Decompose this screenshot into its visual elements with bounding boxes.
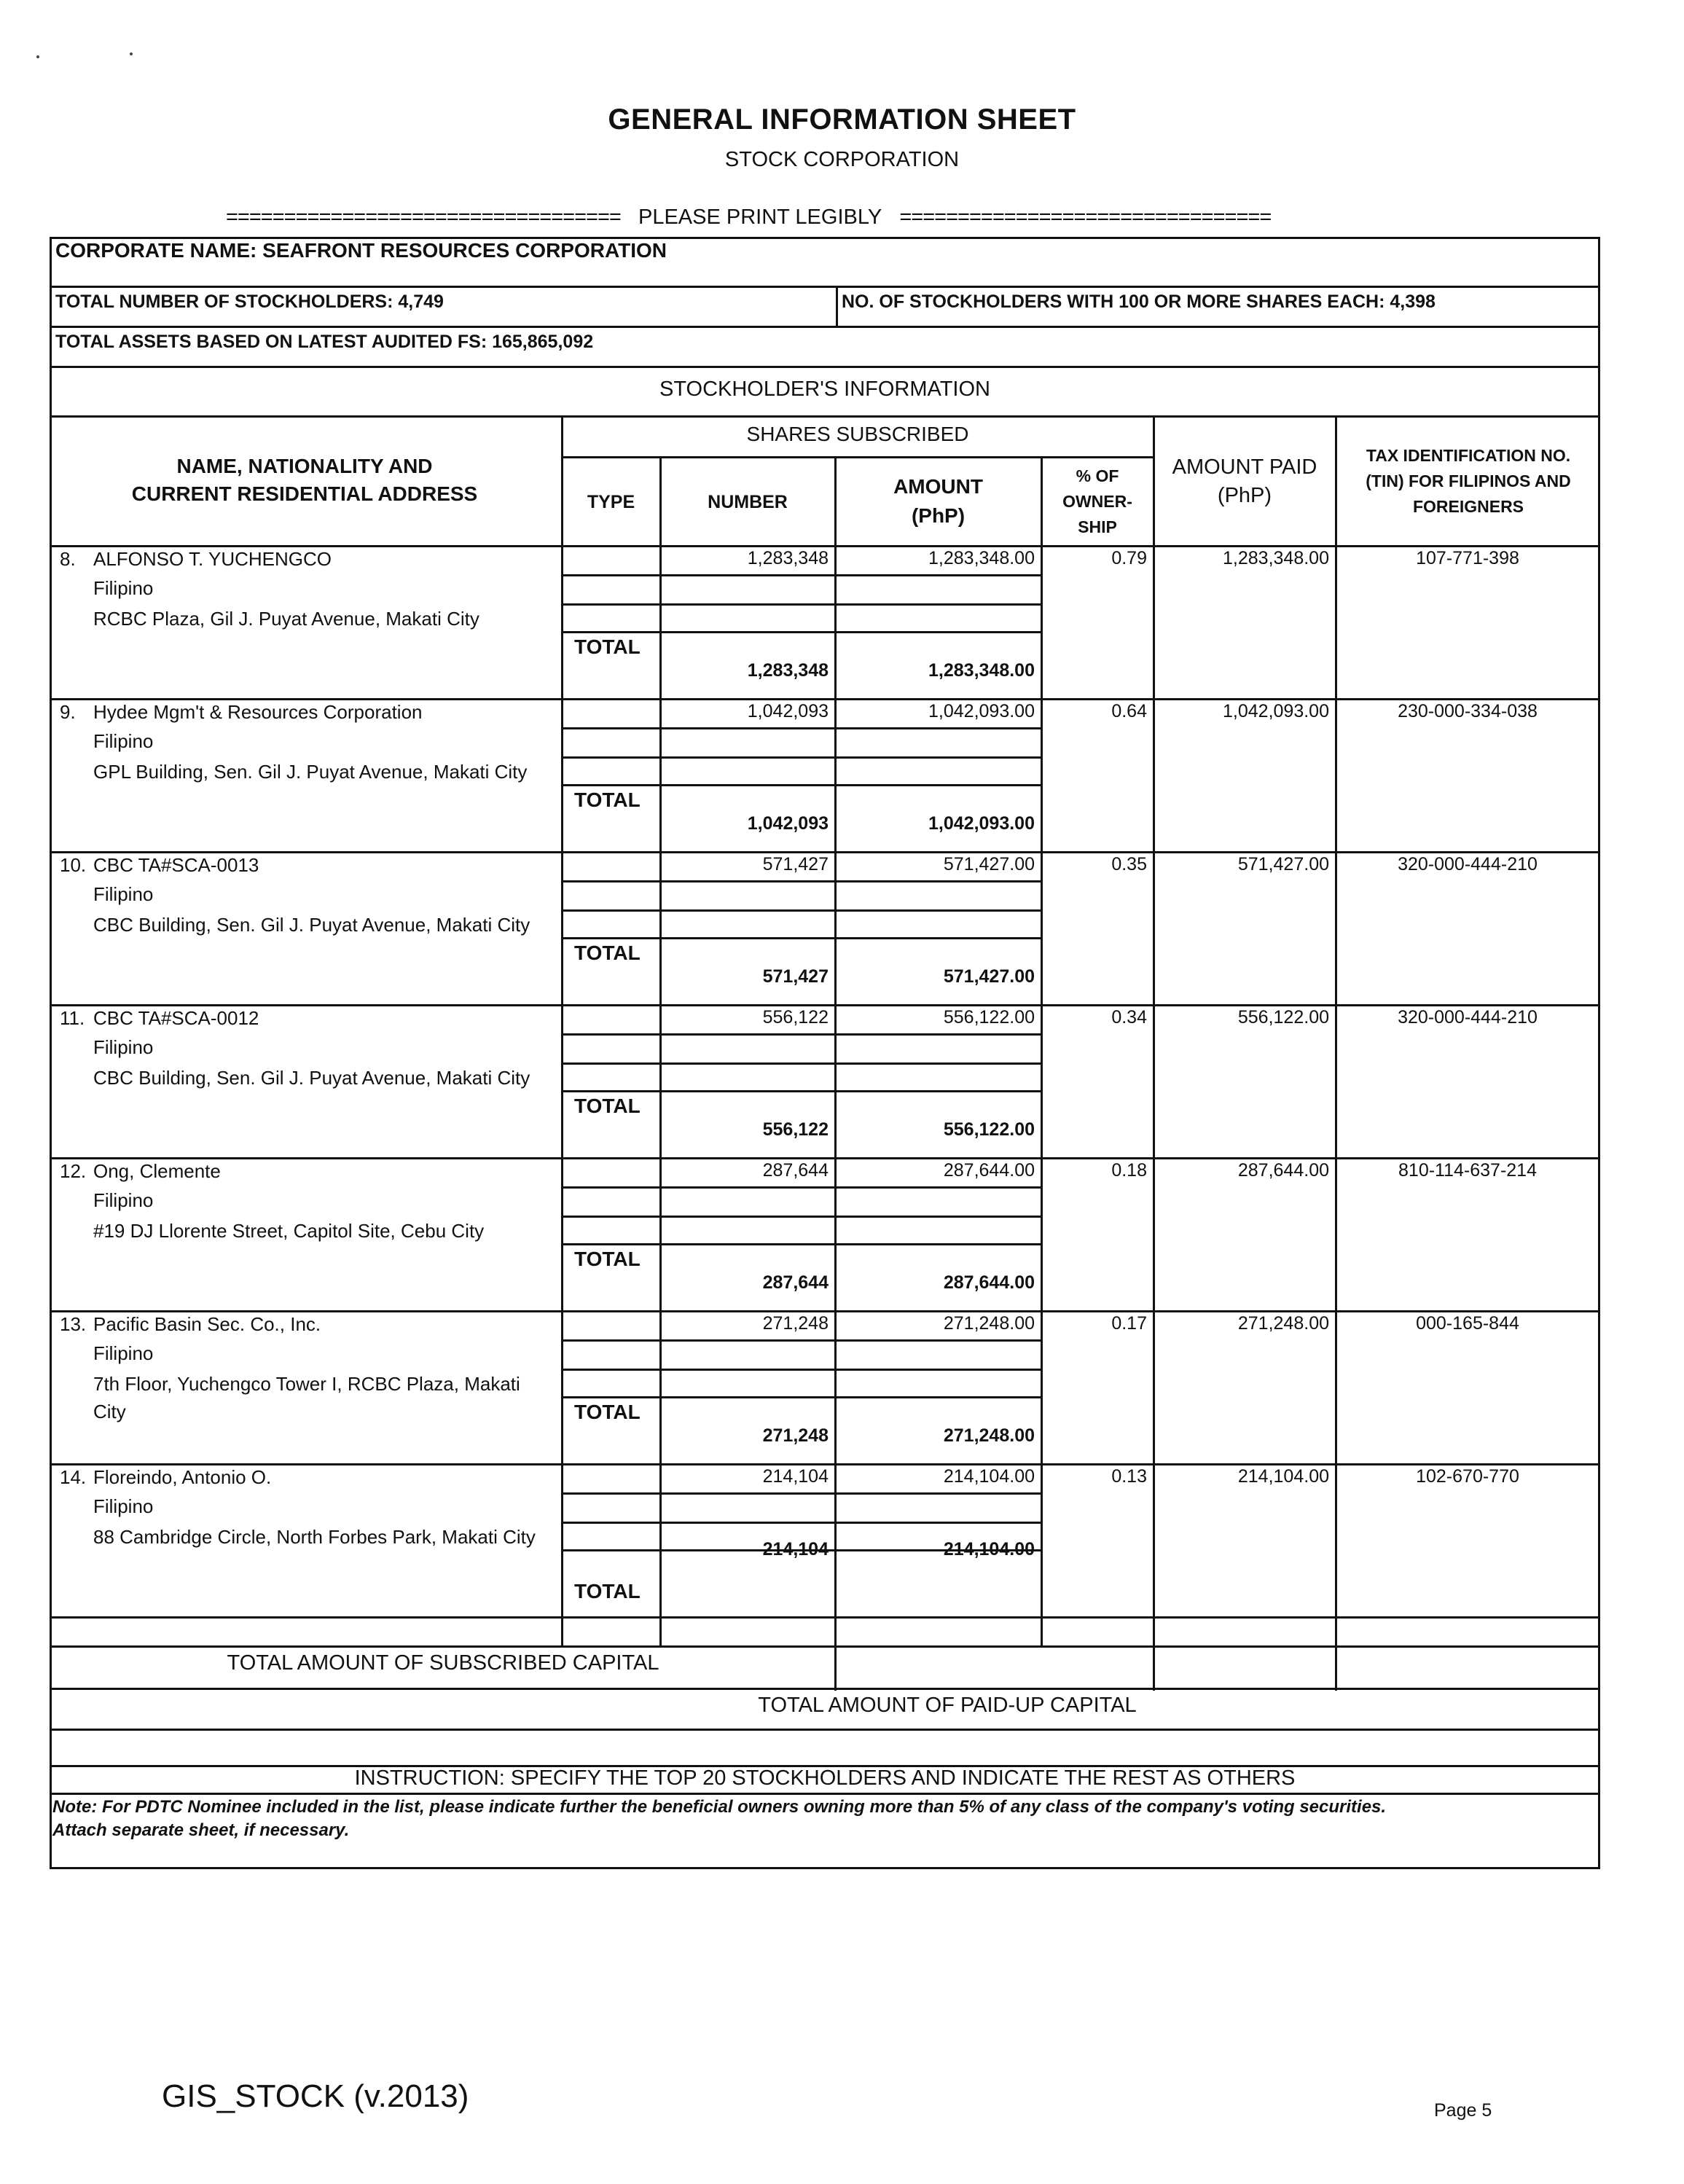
stockholder-name: CBC TA#SCA-0013 <box>93 854 259 876</box>
shares-subscribed-header: SHARES SUBSCRIBED <box>746 423 969 445</box>
divider <box>561 456 1155 458</box>
stockholder-address: CBC Building, Sen. Gil J. Puyat Avenue, Makati City <box>93 914 530 936</box>
total-amount: 556,122.00 <box>943 1119 1035 1140</box>
divider <box>561 784 1041 786</box>
total-number: 287,644 <box>762 1272 829 1293</box>
equals-rule-right: ================================ <box>899 206 1272 229</box>
stockholder-nationality: Filipino <box>93 730 154 752</box>
row-divider <box>50 698 1600 700</box>
total-assets: TOTAL ASSETS BASED ON LATEST AUDITED FS: 165,865,092 <box>55 332 594 352</box>
tin-number: 107-771-398 <box>1416 548 1519 568</box>
total-number: 271,248 <box>762 1425 829 1446</box>
divider <box>561 909 1041 912</box>
row-divider <box>50 1616 1600 1619</box>
amount-paid: 287,644.00 <box>1237 1160 1329 1181</box>
col-header-pct-2: OWNER- <box>1062 492 1132 511</box>
ownership-pct: 0.17 <box>1111 1313 1147 1334</box>
col-header-pct-3: SHIP <box>1078 517 1117 536</box>
divider <box>561 1243 1041 1245</box>
col-header-tin-3: FOREIGNERS <box>1412 497 1524 516</box>
page-number: Page 5 <box>1434 2100 1492 2121</box>
divider <box>561 574 1041 576</box>
page-title: GENERAL INFORMATION SHEET <box>608 103 1076 136</box>
tin-number: 000-165-844 <box>1416 1313 1519 1334</box>
share-amount: 1,283,348.00 <box>928 548 1035 568</box>
row-number: 13. <box>60 1313 87 1335</box>
stockholder-nationality: Filipino <box>93 1342 154 1364</box>
total-number: 571,427 <box>762 966 829 987</box>
divider <box>50 1645 1600 1648</box>
share-number: 214,104 <box>762 1466 829 1487</box>
total-stockholders: TOTAL NUMBER OF STOCKHOLDERS: 4,749 <box>55 291 444 312</box>
divider <box>1153 415 1155 1691</box>
ownership-pct: 0.35 <box>1111 854 1147 874</box>
stockholder-address: 88 Cambridge Circle, North Forbes Park, Makati City <box>93 1526 536 1548</box>
share-number: 571,427 <box>762 854 829 874</box>
stockholder-name: Pacific Basin Sec. Co., Inc. <box>93 1313 321 1335</box>
corporate-name: CORPORATE NAME: SEAFRONT RESOURCES CORPORATION <box>55 239 667 262</box>
col-header-pct-1: % OF <box>1076 466 1119 485</box>
divider <box>561 880 1041 882</box>
stockholder-name: CBC TA#SCA-0012 <box>93 1007 259 1029</box>
divider <box>561 1492 1041 1495</box>
stockholder-nationality: Filipino <box>93 577 154 599</box>
divider <box>561 937 1041 939</box>
total-amount: 1,283,348.00 <box>928 660 1035 681</box>
divider <box>561 1062 1041 1065</box>
col-header-name-2: CURRENT RESIDENTIAL ADDRESS <box>131 482 478 505</box>
divider <box>561 1090 1041 1092</box>
divider <box>561 756 1041 759</box>
total-number: 1,283,348 <box>747 660 829 681</box>
share-number: 1,042,093 <box>747 701 829 721</box>
total-amount: 287,644.00 <box>943 1272 1035 1293</box>
total-amount: 571,427.00 <box>943 966 1035 987</box>
ownership-pct: 0.13 <box>1111 1466 1147 1487</box>
total-amount: 1,042,093.00 <box>928 813 1035 834</box>
divider <box>561 631 1041 633</box>
amount-paid: 271,248.00 <box>1237 1313 1329 1334</box>
subscribed-capital-label: TOTAL AMOUNT OF SUBSCRIBED CAPITAL <box>227 1651 659 1675</box>
divider <box>50 1793 1600 1795</box>
form-id: GIS_STOCK (v.2013) <box>162 2078 469 2114</box>
equals-rule-left: ================================== <box>226 206 621 229</box>
page-subtitle: STOCK CORPORATION <box>724 148 960 171</box>
divider <box>561 1522 1041 1524</box>
total-label: TOTAL <box>574 1580 641 1602</box>
total-label: TOTAL <box>574 1095 641 1117</box>
scan-speck <box>130 52 133 55</box>
ownership-pct: 0.64 <box>1111 701 1147 721</box>
row-number: 14. <box>60 1466 87 1488</box>
col-header-paid-1: AMOUNT PAID <box>1172 455 1317 479</box>
row-divider <box>50 1004 1600 1006</box>
share-number: 287,644 <box>762 1160 829 1181</box>
row-divider <box>50 1157 1600 1159</box>
divider <box>1335 415 1337 1691</box>
divider <box>561 1033 1041 1036</box>
tin-number: 320-000-444-210 <box>1398 1007 1538 1028</box>
total-label: TOTAL <box>574 1401 641 1423</box>
stockholder-address-cont: City <box>93 1401 126 1422</box>
divider <box>50 286 1600 288</box>
tin-number: 102-670-770 <box>1416 1466 1519 1487</box>
stockholders-100-shares: NO. OF STOCKHOLDERS WITH 100 OR MORE SHARES EACH: 4,398 <box>842 291 1436 312</box>
col-header-type: TYPE <box>587 492 635 512</box>
stockholder-address: CBC Building, Sen. Gil J. Puyat Avenue, Makati City <box>93 1067 530 1089</box>
total-label: TOTAL <box>574 1248 641 1270</box>
share-number: 556,122 <box>762 1007 829 1028</box>
amount-paid: 556,122.00 <box>1237 1007 1329 1028</box>
divider <box>836 286 838 326</box>
share-amount: 556,122.00 <box>943 1007 1035 1028</box>
divider <box>50 545 1600 547</box>
total-amount: 271,248.00 <box>943 1425 1035 1446</box>
col-header-name-1: NAME, NATIONALITY AND <box>176 455 433 477</box>
col-header-tin-1: TAX IDENTIFICATION NO. <box>1366 446 1571 465</box>
divider <box>50 366 1600 368</box>
row-divider <box>50 851 1600 853</box>
divider <box>561 1186 1041 1189</box>
divider <box>561 1339 1041 1342</box>
row-number: 11. <box>60 1007 85 1029</box>
section-title: STOCKHOLDER'S INFORMATION <box>659 377 990 401</box>
total-label: TOTAL <box>574 942 641 964</box>
share-number: 271,248 <box>762 1313 829 1334</box>
amount-paid: 1,283,348.00 <box>1223 548 1329 568</box>
amount-paid: 571,427.00 <box>1237 854 1329 874</box>
amount-paid: 214,104.00 <box>1237 1466 1329 1487</box>
note-line-2: Attach separate sheet, if necessary. <box>52 1820 350 1840</box>
share-number: 1,283,348 <box>747 548 829 568</box>
divider <box>561 1396 1041 1398</box>
tin-number: 320-000-444-210 <box>1398 854 1538 874</box>
col-header-amount-2: (PhP) <box>911 504 966 527</box>
stockholder-nationality: Filipino <box>93 1189 154 1211</box>
row-divider <box>50 1310 1600 1312</box>
stockholder-nationality: Filipino <box>93 883 154 905</box>
row-divider <box>50 1463 1600 1465</box>
total-number: 214,104 <box>762 1539 829 1559</box>
stockholder-name: Hydee Mgm't & Resources Corporation <box>93 701 423 723</box>
share-amount: 571,427.00 <box>943 854 1035 874</box>
instruction: INSTRUCTION: SPECIFY THE TOP 20 STOCKHOLDERS AND INDICATE THE REST AS OTHERS <box>354 1766 1296 1790</box>
print-note: PLEASE PRINT LEGIBLY <box>638 206 882 229</box>
stockholder-name: Floreindo, Antonio O. <box>93 1466 272 1488</box>
row-number: 12. <box>60 1160 87 1182</box>
divider <box>50 326 1600 328</box>
print-legibly-banner <box>226 206 1443 230</box>
divider <box>561 603 1041 606</box>
divider <box>561 1369 1041 1371</box>
divider <box>50 1729 1600 1731</box>
stockholder-address: 7th Floor, Yuchengco Tower I, RCBC Plaza, Makati <box>93 1373 520 1395</box>
amount-paid: 1,042,093.00 <box>1223 701 1329 721</box>
col-header-amount-1: AMOUNT <box>893 475 983 498</box>
total-label: TOTAL <box>574 635 641 658</box>
stockholder-nationality: Filipino <box>93 1036 154 1058</box>
divider <box>561 1216 1041 1218</box>
stockholder-name: ALFONSO T. YUCHENGCO <box>93 548 332 570</box>
note-line-1: Note: For PDTC Nominee included in the list, please indicate further the beneficial owners owning more than 5% of any class of the company's voting securities. <box>52 1797 1387 1817</box>
tin-number: 810-114-637-214 <box>1398 1160 1537 1181</box>
ownership-pct: 0.18 <box>1111 1160 1147 1181</box>
total-number: 1,042,093 <box>747 813 829 834</box>
row-number: 8. <box>60 548 76 570</box>
divider <box>561 415 563 1647</box>
paidup-capital-label: TOTAL AMOUNT OF PAID-UP CAPITAL <box>758 1694 1137 1717</box>
total-amount: 214,104.00 <box>943 1539 1035 1559</box>
share-amount: 271,248.00 <box>943 1313 1035 1334</box>
share-amount: 1,042,093.00 <box>928 701 1035 721</box>
scan-speck <box>36 55 39 58</box>
row-number: 10. <box>60 854 87 876</box>
tin-number: 230-000-334-038 <box>1398 701 1538 721</box>
share-amount: 214,104.00 <box>943 1466 1035 1487</box>
row-number: 9. <box>60 701 76 723</box>
stockholder-name: Ong, Clemente <box>93 1160 221 1182</box>
stockholder-address: #19 DJ Llorente Street, Capitol Site, Cebu City <box>93 1220 485 1242</box>
ownership-pct: 0.79 <box>1111 548 1147 568</box>
stockholder-address: RCBC Plaza, Gil J. Puyat Avenue, Makati City <box>93 608 479 630</box>
share-amount: 287,644.00 <box>943 1160 1035 1181</box>
col-header-tin-2: (TIN) FOR FILIPINOS AND <box>1366 471 1571 490</box>
divider <box>50 1688 1600 1690</box>
ownership-pct: 0.34 <box>1111 1007 1147 1028</box>
divider <box>834 456 837 1691</box>
total-label: TOTAL <box>574 788 641 811</box>
total-number: 556,122 <box>762 1119 829 1140</box>
col-header-paid-2: (PhP) <box>1217 484 1272 507</box>
stockholder-nationality: Filipino <box>93 1495 154 1517</box>
stockholder-address: GPL Building, Sen. Gil J. Puyat Avenue, Makati City <box>93 761 528 783</box>
divider <box>50 415 1600 418</box>
divider <box>561 727 1041 729</box>
col-header-number: NUMBER <box>708 492 788 512</box>
